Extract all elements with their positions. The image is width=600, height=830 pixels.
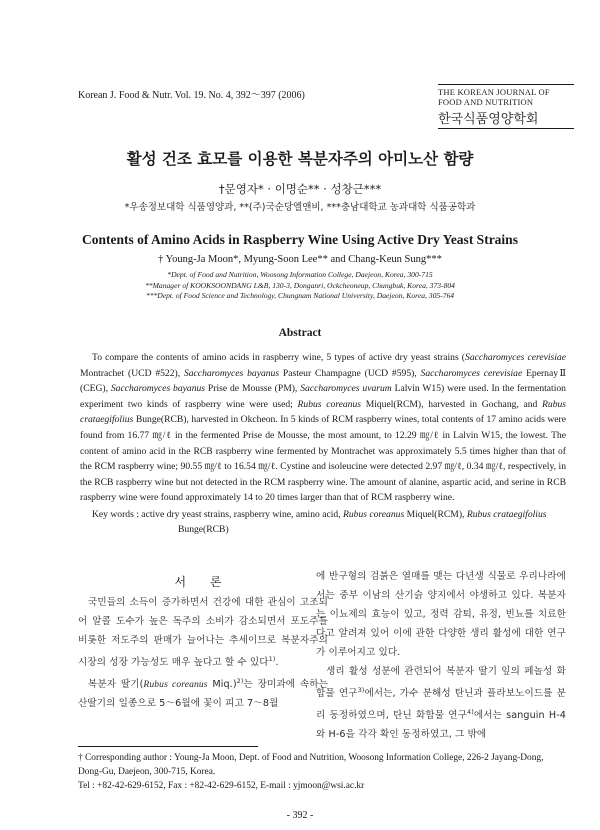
intro-paragraph: 복분자 딸기(Rubus coreanus Miq.)$^{2)}$는 장미과에 속하는 산딸기의 일종으로 5～6월에 꽃이 피고 7～8월 [78, 677, 328, 710]
affiliation-3: ***Dept. of Food Science and Technology, Chungnam National University, Daejeon, Korea, 305-764 [145, 291, 455, 300]
footnote-divider [78, 746, 258, 747]
affiliations-korean: *우송정보대학 식품영양과, **(주)국순당엘앤비, ***충남대학교 농과대학 식품공학과 [124, 202, 476, 213]
affiliation-1: *Dept. of Food and Nutrition, Woosong Information College, Daejeon, Korea, 300-715 [167, 270, 433, 279]
journal-masthead [438, 84, 574, 129]
authors-english: † Young-Ja Moon*, Myung-Soon Lee** and Chang-Keun Sung*** [158, 254, 442, 265]
page-number: - 392 - [286, 810, 314, 821]
title-korean: 활성 건조 효모를 이용한 복분자주의 아미노산 함량 [126, 150, 474, 168]
footnote-contact: Tel : +82-42-629-6152, Fax : +82-42-629-6152, E-mail : yjmoon@wsi.ac.kr [78, 781, 365, 791]
abstract-body [80, 350, 566, 506]
title-english: Contents of Amino Acids in Raspberry Wine Using Active Dry Yeast Strains [82, 232, 518, 247]
journal-name-en-line1: THE KOREAN JOURNAL OF [438, 87, 550, 97]
intro-paragraph: 에 반구형의 검붉은 열매를 맺는 다년생 식물로 우리나라에서는 중부 이남의 산기슭 양지에서 야생하고 있다. 복분자는 이뇨제의 효능이 있고, 정력 감퇴, 유정, 빈뇨를 치료한다고 알려져 있어 이에 관한 다양한 생리 활성에 대한 연구가 이루어지고 있다. [316, 571, 566, 658]
journal-name-ko: 한국식품영양학회 [438, 108, 574, 129]
intro-column-right [316, 567, 566, 744]
abstract-heading: Abstract [278, 327, 322, 339]
journal-name-en [438, 84, 574, 107]
section-heading-introduction: 서 론 [174, 575, 232, 589]
intro-paragraph: 생리 활성 성분에 관련되어 복분자 딸기 잎의 페놀성 화합물 연구$^{3)}$에서는, 가수 분해성 탄닌과 플라보노이드를 분리 동정하였으며, 탄닌 화합물 연구$^{4)}$에서는 sanguin H-4와 H-6을 각각 확인 동정하였고, 그 밖에 [316, 666, 566, 741]
authors-korean: †문영자* · 이명순** · 성창근*** [218, 182, 382, 196]
affiliation-2: **Manager of KOOKSOONDANG L&B, 130-3, Donganri, Ockcheoneup, Chungbuk, Korea, 373-804 [145, 280, 455, 290]
keywords-label: Key words : [92, 509, 139, 520]
keywords: Key words : active dry yeast strains, raspberry wine, amino acid, Rubus coreanus Miquel(RCM), Rubus crataegifolius Bunge(RCB) [92, 509, 547, 535]
intro-column-left [78, 593, 328, 713]
intro-paragraph: 국민들의 소득이 증가하면서 건강에 대한 관심이 고조되어 알콜 도수가 높은 독주의 소비가 감소되면서 포도주를 비롯한 저도주의 판매가 늘어나는 추세이므로 복분자주의 시장의 성장 가능성도 매우 높다고 할 수 있다$^{1)}$. [78, 597, 328, 669]
journal-name-en-line2: FOOD AND NUTRITION [438, 97, 534, 107]
footnote-address: † Corresponding author : Young-Ja Moon, Dept. of Food and Nutrition, Woosong Information College, 226-2 Jayang-Dong, Dong-Gu, Daejeon, 300-715, Korea. [78, 753, 544, 777]
corresponding-author-footnote [78, 751, 568, 793]
abstract-paragraph: To compare the contents of amino acids in raspberry wine, 5 types of active dry yeast strains (Saccharomyces cerevisiae Montrachet (UCD #522), Saccharomyces bayanus Pasteur Champagne (UCD #595), Saccharomyces cerevisiae EpernayⅡ (CEG), Saccharomyces bayanus Prise de Mousse (PM), Saccharomyces uvarum Lalvin W15) were used. In the fermentation experiment two kinds of raspberry wine were used; Rubus coreanus Miquel(RCM), harvested in Gochang, and Rubus crataegifolius Bunge(RCB), harvested in Okcheon. In 5 kinds of RCM raspberry wines, total contents of 17 amino acids were found from 16.77 ㎎/ℓ in the fermented Prise de Mousse, the most amount, to 12.29 ㎎/ℓ in Lalvin W15, the lowest. The content of amino acid in the RCB raspberry wine fermented by Montrachet was approximately 5.5 times higher than that of the RCM raspberry wine; 90.55 ㎎/ℓ to 16.54 ㎎/ℓ. Cystine and isoleucine were detected 2.97 ㎎/ℓ, 0.34 ㎎/ℓ, respectively, in the RCB raspberry wine but not detected in the RCM raspberry wine. The amount of alanine, aspartic acid, and serine in RCB raspberry wine were found approximately 14 to 20 times larger than that of RCM raspberry wine. [80, 352, 567, 504]
journal-reference: Korean J. Food & Nutr. Vol. 19. No. 4, 392～397 (2006) [78, 90, 305, 101]
affiliations-english [0, 270, 600, 302]
